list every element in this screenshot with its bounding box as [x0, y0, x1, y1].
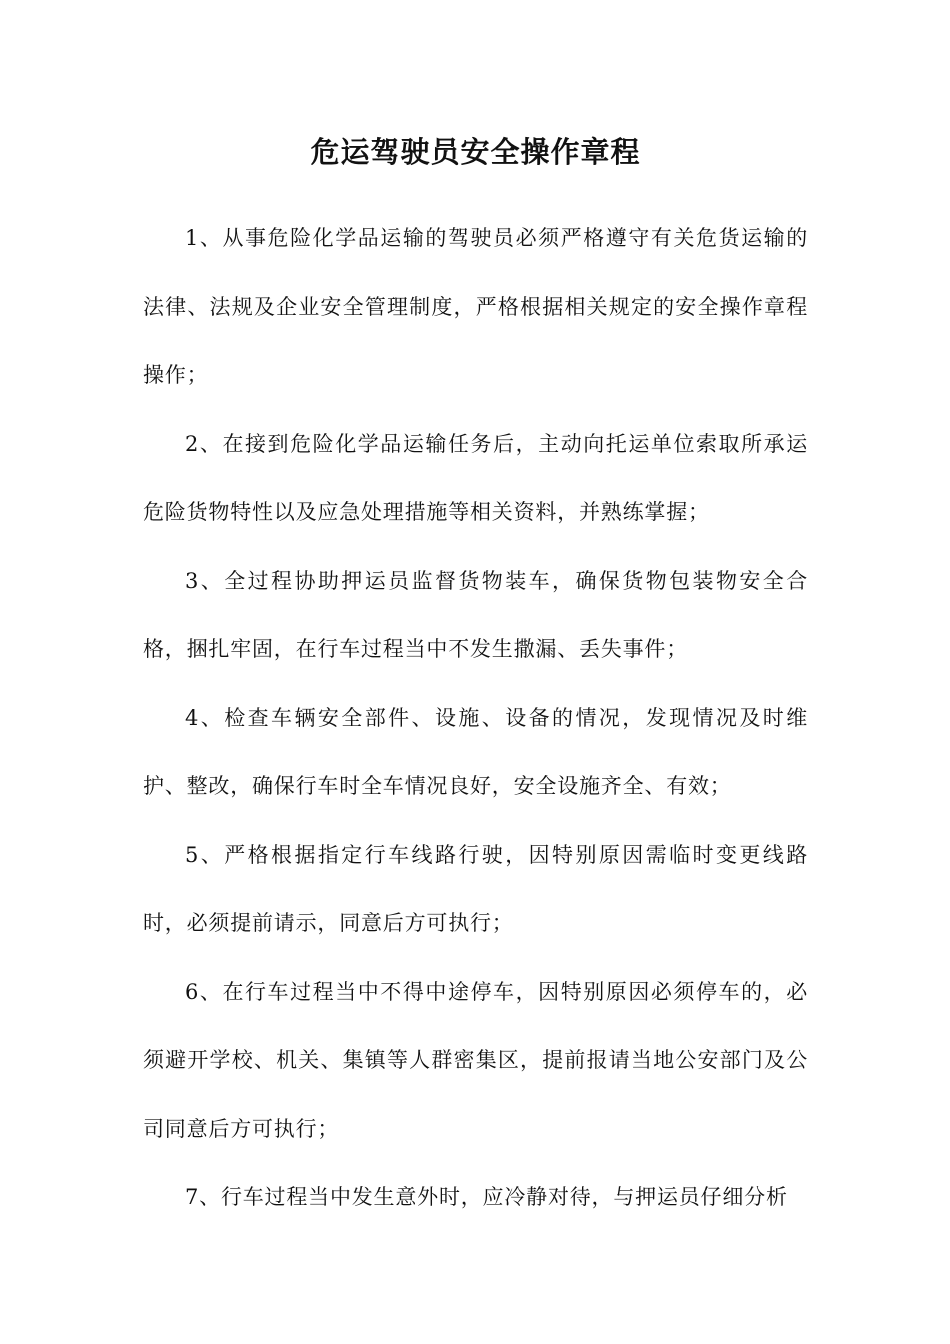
document-title: 危运驾驶员安全操作章程 — [310, 135, 641, 169]
paragraph-1: 1、从事危险化学品运输的驾驶员必须严格遵守有关危货运输的法律、法规及企业安全管理制度，严格根据相关规定的安全操作章程操作； — [143, 226, 808, 387]
paragraph-2: 2、在接到危险化学品运输任务后，主动向托运单位索取所承运危险货物特性以及应急处理措施等相关资料，并熟练掌握； — [143, 431, 808, 524]
paragraph-3: 3、全过程协助押运员监督货物装车，确保货物包装物安全合格，捆扎牢固，在行车过程当中不发生撒漏、丢失事件； — [143, 568, 808, 661]
paragraph-6: 6、在行车过程当中不得中途停车，因特别原因必须停车的，必须避开学校、机关、集镇等人群密集区，提前报请当地公安部门及公司同意后方可执行； — [143, 979, 808, 1141]
paragraph-4: 4、检查车辆安全部件、设施、设备的情况，发现情况及时维护、整改，确保行车时全车情况良好，安全设施齐全、有效； — [143, 705, 808, 798]
paragraph-7: 7、行车过程当中发生意外时，应冷静对待，与押运员仔细分析 — [185, 1185, 788, 1209]
paragraph-5: 5、严格根据指定行车线路行驶，因特别原因需临时变更线路时，必须提前请示，同意后方可执行； — [143, 842, 808, 935]
